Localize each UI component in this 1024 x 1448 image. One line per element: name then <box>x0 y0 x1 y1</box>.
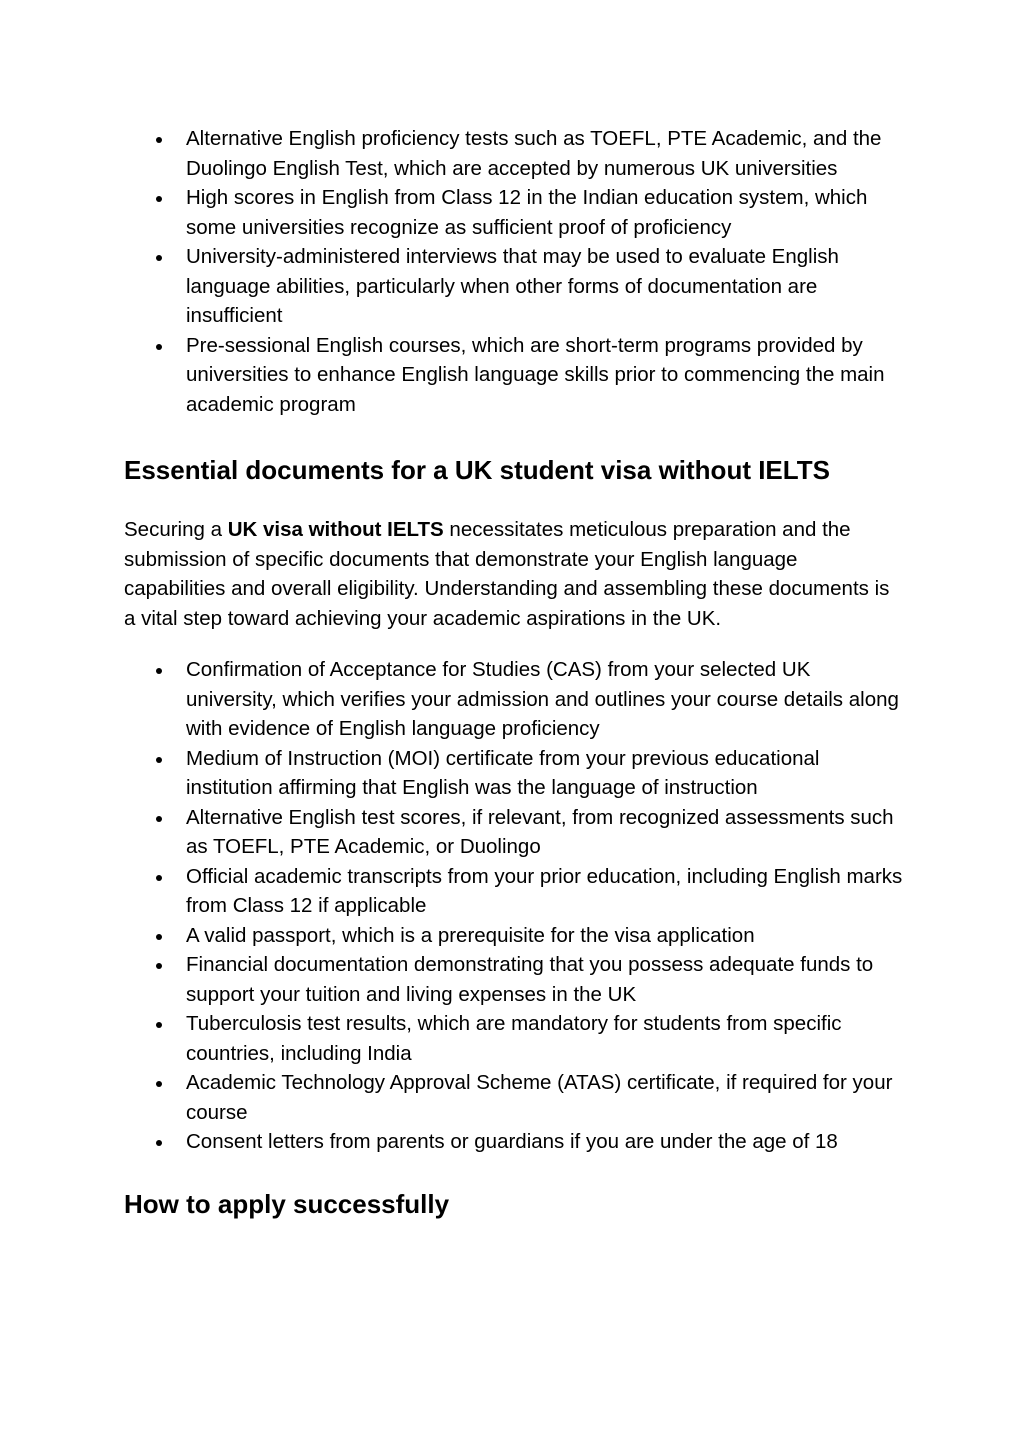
bullet-icon <box>156 1081 162 1087</box>
section-heading-how-to-apply: How to apply successfully <box>124 1188 450 1219</box>
bullet-icon <box>156 963 162 969</box>
bullet-icon <box>156 668 162 674</box>
list-item: High scores in English from Class 12 in the Indian education system, which some universities recognize as sufficient proof of proficiency <box>124 183 904 242</box>
list-item: University-administered interviews that may be used to evaluate English language abilities, particularly when other forms of documentation are insufficient <box>124 242 904 331</box>
bullet-icon <box>156 1140 162 1146</box>
list-item: A valid passport, which is a prerequisite for the visa application <box>124 921 904 951</box>
list-item: Confirmation of Acceptance for Studies (CAS) from your selected UK university, which verifies your admission and outlines your course details along with evidence of English language proficiency <box>124 655 904 744</box>
bullet-icon <box>156 137 162 143</box>
bullet-icon <box>156 196 162 202</box>
bullet-icon <box>156 934 162 940</box>
bullet-icon <box>156 816 162 822</box>
list-item: Alternative English proficiency tests such as TOEFL, PTE Academic, and the Duolingo English Test, which are accepted by numerous UK universities <box>124 124 904 183</box>
bullet-icon <box>156 875 162 881</box>
list-item: Official academic transcripts from your prior education, including English marks from Class 12 if applicable <box>124 862 904 921</box>
bold-keyword: UK visa without IELTS <box>227 518 444 541</box>
bullet-icon <box>156 1022 162 1028</box>
list-item: Academic Technology Approval Scheme (ATAS) certificate, if required for your course <box>124 1068 904 1127</box>
list-item: Alternative English test scores, if relevant, from recognized assessments such as TOEFL, PTE Academic, or Duolingo <box>124 803 904 862</box>
bullet-icon <box>156 255 162 261</box>
alternatives-list <box>124 124 904 419</box>
documents-list <box>124 655 904 1157</box>
document-page <box>124 124 904 1221</box>
section-heading-essential-documents: Essential documents for a UK student visa without IELTS <box>124 455 830 485</box>
bullet-icon <box>156 344 162 350</box>
list-item: Tuberculosis test results, which are mandatory for students from specific countries, including India <box>124 1009 904 1068</box>
list-item: Financial documentation demonstrating that you possess adequate funds to support your tuition and living expenses in the UK <box>124 950 904 1009</box>
bullet-icon <box>156 757 162 763</box>
intro-paragraph: Securing a UK visa without IELTS necessitates meticulous preparation and the submission of specific documents that demonstrate your English language capabilities and overall eligibility. Understanding and assembling these documents is a vital step toward achieving your academic aspirations in the UK. <box>124 518 890 630</box>
list-item: Medium of Instruction (MOI) certificate from your previous educational institution affirming that English was the language of instruction <box>124 744 904 803</box>
list-item: Pre-sessional English courses, which are short-term programs provided by universities to enhance English language skills prior to commencing the main academic program <box>124 331 904 420</box>
list-item: Consent letters from parents or guardians if you are under the age of 18 <box>124 1127 904 1157</box>
